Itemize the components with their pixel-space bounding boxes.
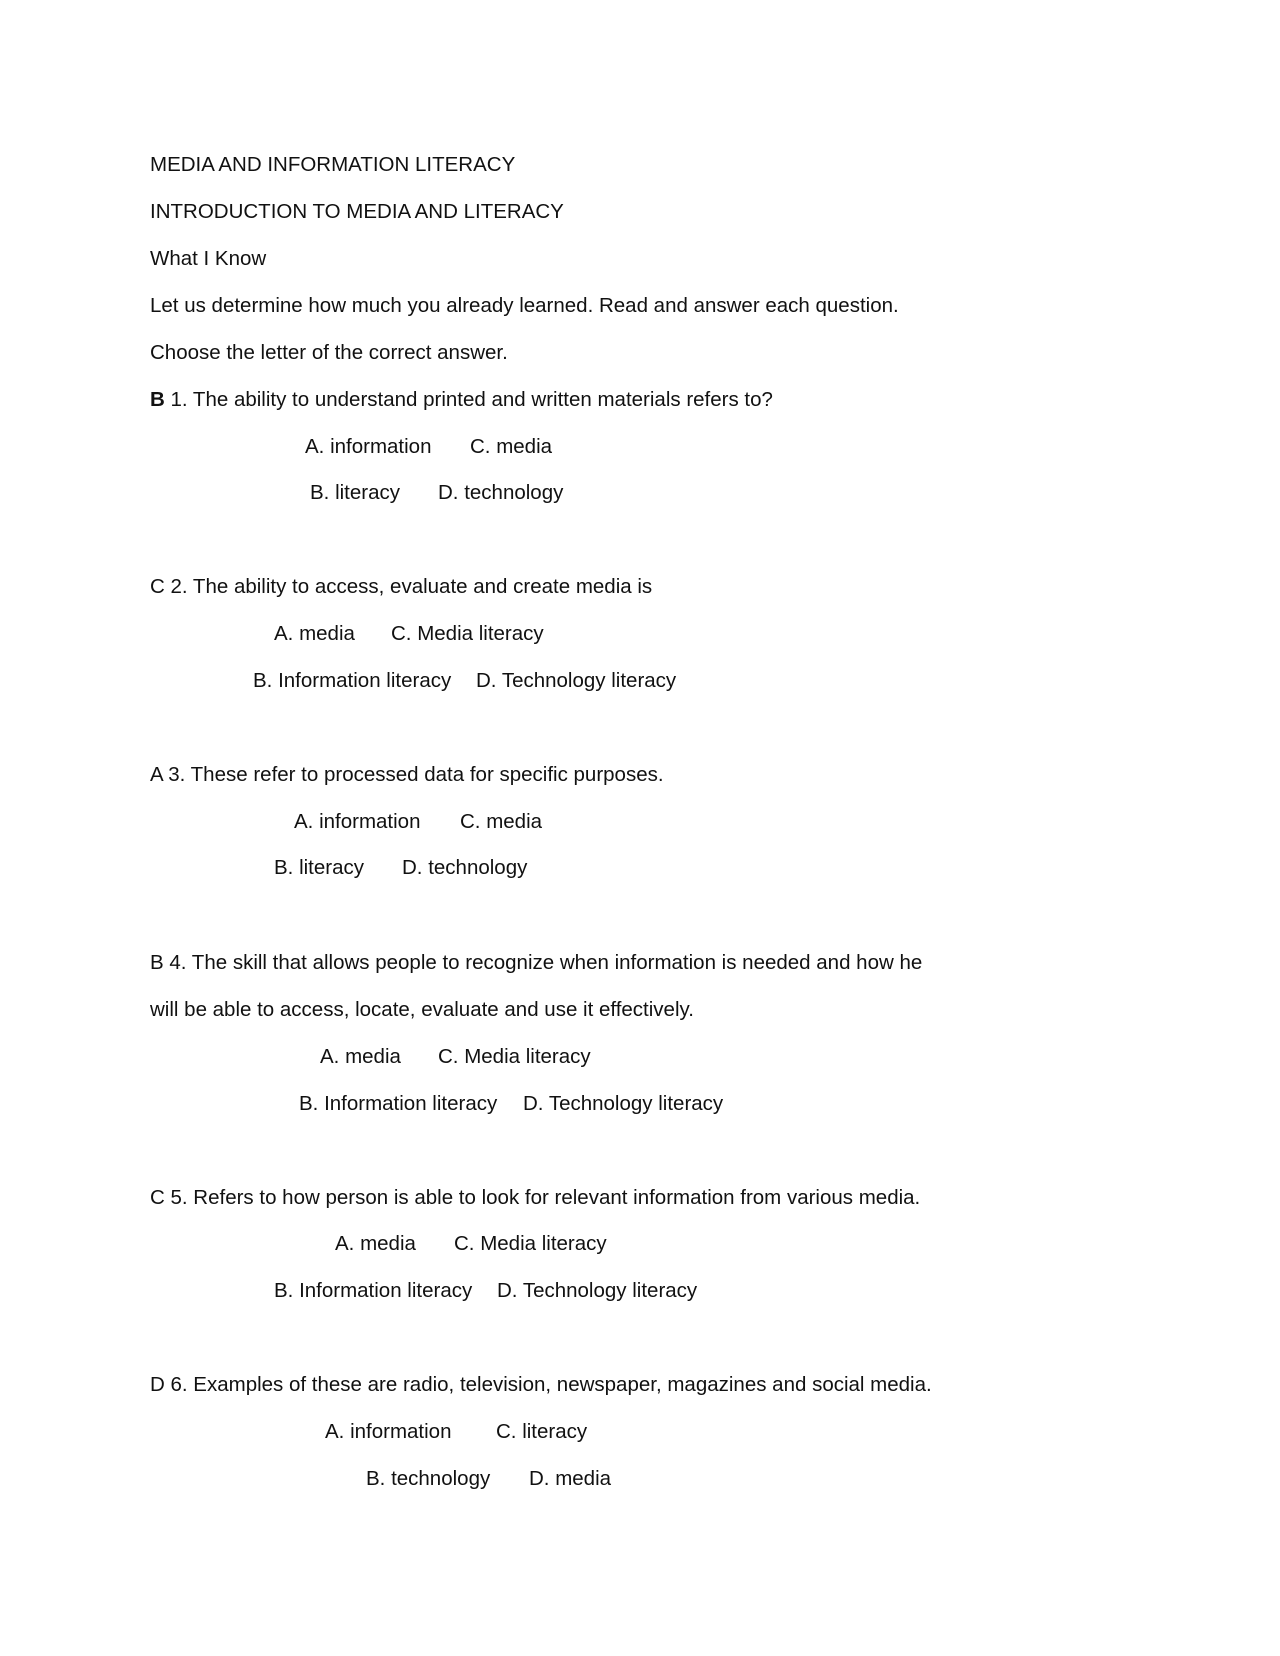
question-4-text: 4. The skill that allows people to recognize when information is needed and how he <box>163 951 923 974</box>
document-subtitle: INTRODUCTION TO MEDIA AND LITERACY <box>150 200 564 223</box>
question-5-option-c: C. Media literacy <box>454 1232 607 1255</box>
question-6-text: 6. Examples of these are radio, television, newspaper, magazines and social media. <box>164 1373 932 1396</box>
question-2-option-c: C. Media literacy <box>391 622 544 645</box>
question-3-option-b: B. literacy <box>274 856 364 879</box>
question-1 <box>150 387 773 413</box>
question-4-option-b: B. Information literacy <box>299 1092 498 1115</box>
question-3 <box>150 762 664 788</box>
question-3-option-d: D. technology <box>402 856 528 879</box>
question-3-option-c: C. media <box>460 810 543 833</box>
question-2-option-a: A. media <box>274 622 355 645</box>
question-1-text: 1. The ability to understand printed and written materials refers to? <box>164 388 773 411</box>
question-3-text: 3. These refer to processed data for specific purposes. <box>162 763 664 786</box>
question-4-option-a: A. media <box>320 1045 401 1068</box>
question-5-option-a: A. media <box>335 1232 416 1255</box>
question-6-option-a: A. information <box>325 1420 452 1443</box>
question-5-option-b: B. Information literacy <box>274 1279 473 1302</box>
section-heading: What I Know <box>150 247 267 270</box>
question-2 <box>150 574 652 600</box>
question-5-text: 5. Refers to how person is able to look for relevant information from various media. <box>164 1186 921 1209</box>
question-2-option-b: B. Information literacy <box>253 669 452 692</box>
question-4-text-continued: will be able to access, locate, evaluate and use it effectively. <box>150 998 694 1021</box>
question-1-answer: B <box>150 388 165 411</box>
question-4 <box>150 950 922 976</box>
instruction-line-2: Choose the letter of the correct answer. <box>150 341 508 364</box>
question-5 <box>150 1185 920 1211</box>
question-2-answer: C <box>150 575 165 598</box>
question-6-option-b: B. technology <box>366 1467 491 1490</box>
question-3-answer: A <box>150 763 163 786</box>
question-1-option-c: C. media <box>470 435 553 458</box>
instruction-line-1: Let us determine how much you already learned. Read and answer each question. <box>150 294 899 317</box>
question-2-option-d: D. Technology literacy <box>476 669 677 692</box>
document-title: MEDIA AND INFORMATION LITERACY <box>150 153 516 176</box>
question-6-option-d: D. media <box>529 1467 612 1490</box>
question-1-option-b: B. literacy <box>310 481 400 504</box>
question-1-option-d: D. technology <box>438 481 564 504</box>
question-5-option-d: D. Technology literacy <box>497 1279 698 1302</box>
question-3-option-a: A. information <box>294 810 421 833</box>
question-1-option-a: A. information <box>305 435 432 458</box>
question-4-option-d: D. Technology literacy <box>523 1092 724 1115</box>
question-4-option-c: C. Media literacy <box>438 1045 591 1068</box>
question-6-option-c: C. literacy <box>496 1420 588 1443</box>
question-6 <box>150 1372 932 1398</box>
question-6-answer: D <box>150 1373 165 1396</box>
question-4-answer: B <box>150 951 164 974</box>
question-2-text: 2. The ability to access, evaluate and create media is <box>164 575 653 598</box>
question-5-answer: C <box>150 1186 165 1209</box>
